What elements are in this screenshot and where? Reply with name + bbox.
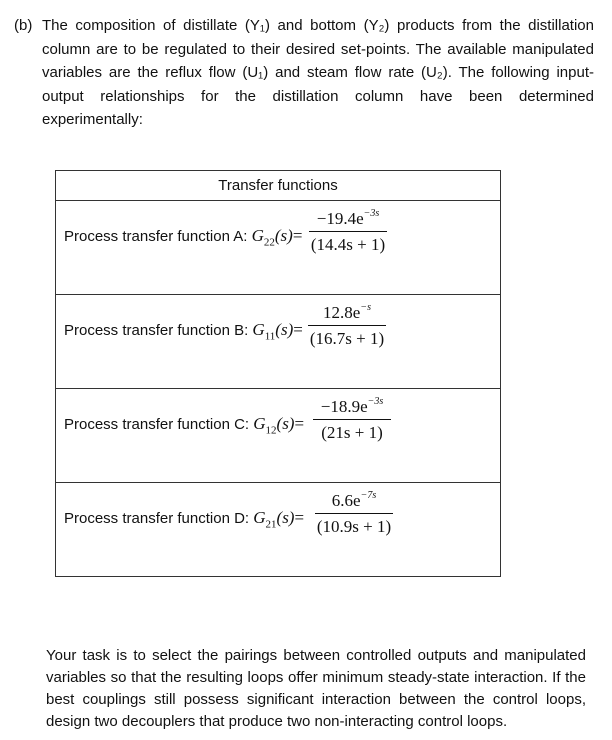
transfer-function-fraction bbox=[313, 490, 395, 537]
denominator: (16.7s + 1) bbox=[309, 329, 385, 348]
transfer-function-fraction bbox=[307, 208, 389, 255]
numerator: −18.9e bbox=[320, 397, 368, 416]
numerator: 12.8e bbox=[323, 303, 361, 322]
table-row bbox=[56, 201, 501, 295]
exponent: −3s bbox=[367, 396, 384, 407]
denominator: (10.9s + 1) bbox=[316, 517, 392, 536]
exponent: −s bbox=[360, 302, 371, 313]
table-row bbox=[56, 295, 501, 389]
transfer-function-fraction bbox=[306, 302, 388, 349]
denominator: (21s + 1) bbox=[321, 423, 383, 442]
transfer-function-symbol: $G_{21}(s)=$ bbox=[253, 508, 305, 531]
row-label: Process transfer function A: bbox=[64, 228, 248, 245]
table-header: Transfer functions bbox=[56, 171, 501, 201]
intro-paragraph: The composition of distillate (Y₁) and bottom (Y₂) products from the distillation column are to be regulated to their desired set-points. The available manipulated variables are the reflux flow (U₁) and steam flow rate (U₂). The following input-output relationships for the distillation column have been determined experimentally: bbox=[42, 17, 594, 128]
exponent: −3s bbox=[363, 208, 380, 219]
transfer-function-fraction bbox=[311, 396, 393, 443]
transfer-function-symbol: $G_{22}(s)=$ bbox=[251, 226, 303, 249]
transfer-function-table bbox=[55, 170, 501, 577]
row-label: Process transfer function C: bbox=[64, 416, 250, 433]
exponent: −7s bbox=[360, 490, 377, 501]
table-row bbox=[56, 389, 501, 483]
numerator: 6.6e bbox=[331, 491, 361, 510]
problem-intro bbox=[14, 14, 594, 132]
task-paragraph: Your task is to select the pairings between controlled outputs and manipulated variables so that the resulting loops offer minimum steady-state interaction. If the best couplings still possess significant interaction between the control loops, design two decouplers that produce two non-interacting control loops. bbox=[46, 647, 586, 730]
part-label: (b) bbox=[14, 17, 33, 34]
denominator: (14.4s + 1) bbox=[310, 235, 386, 254]
transfer-function-symbol: $G_{11}(s)=$ bbox=[252, 320, 303, 343]
numerator: −19.4e bbox=[316, 209, 364, 228]
row-label: Process transfer function B: bbox=[64, 322, 249, 339]
transfer-function-symbol: $G_{12}(s)=$ bbox=[253, 414, 305, 437]
row-label: Process transfer function D: bbox=[64, 510, 250, 527]
table-row bbox=[56, 483, 501, 577]
